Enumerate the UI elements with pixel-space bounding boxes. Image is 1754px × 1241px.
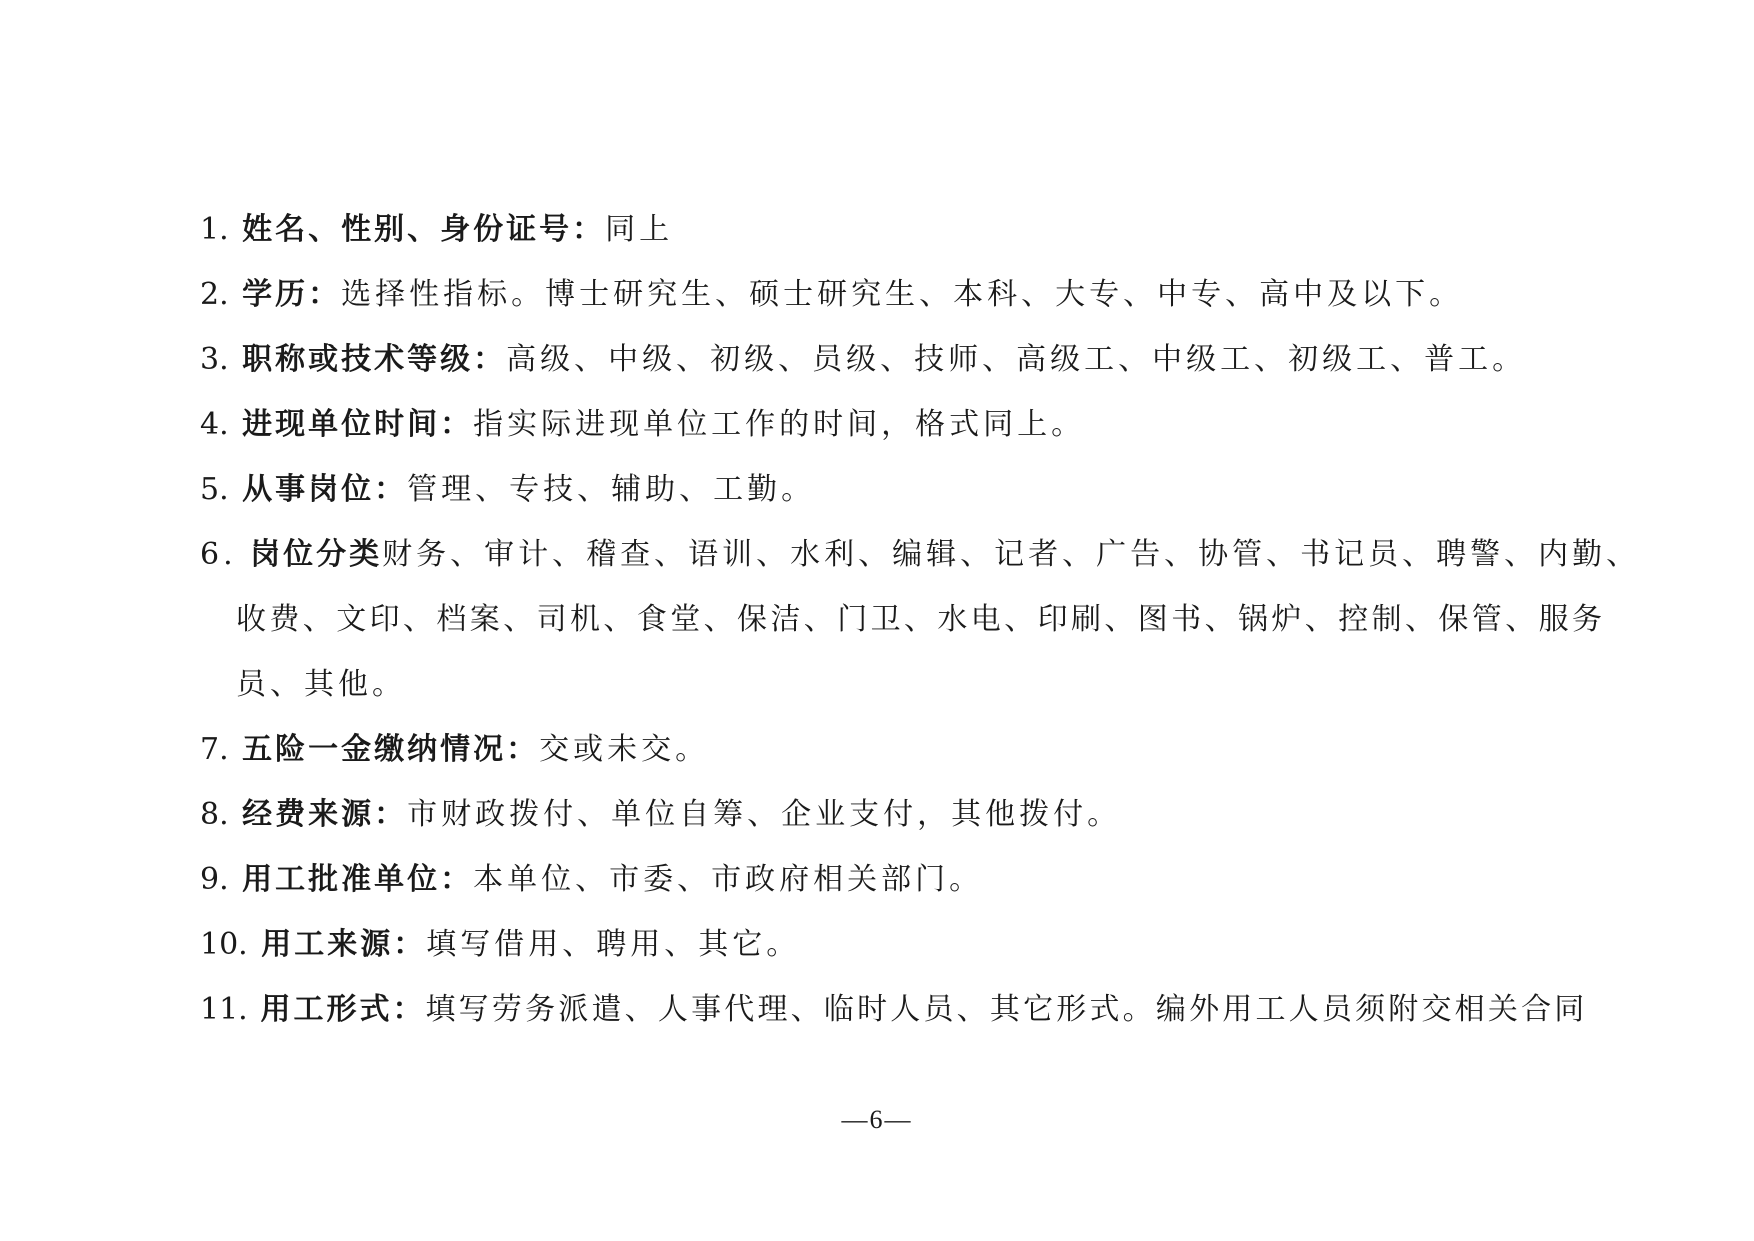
item-text: 填写借用、聘用、其它。 [426,927,801,962]
item-number: 3. [200,342,229,377]
item-number: 5. [200,472,229,507]
item-7 [200,717,1620,782]
item-label: 从事岗位： [242,472,408,507]
item-2 [200,262,1620,327]
item-label: 五险一金缴纳情况： [242,732,540,767]
item-text: 交或未交。 [539,732,710,767]
item-6-line-1 [200,522,1641,587]
item-label: 用工来源： [261,927,427,962]
item-4 [200,392,1620,457]
item-number: 11. [200,992,248,1027]
item-number: 4. [200,407,229,442]
item-8 [200,782,1620,847]
item-label: 用工批准单位： [242,862,474,897]
item-label: 岗位分类 [250,537,383,572]
item-text-line-2: 收费、文印、档案、司机、食堂、保洁、门卫、水电、印刷、图书、锅炉、控制、保管、服务 [236,602,1606,637]
item-6 [200,522,1641,717]
item-3 [200,327,1620,392]
item-number: 1. [200,212,229,247]
item-label: 经费来源： [242,797,408,832]
item-text: 市财政拨付、单位自筹、企业支付，其他拨付。 [407,797,1122,832]
item-text: 选择性指标。博士研究生、硕士研究生、本科、大专、中专、高中及以下。 [341,277,1464,312]
page-number: —6— [841,1105,913,1134]
item-text: 同上 [605,212,674,247]
item-number: 10. [200,927,248,962]
item-label: 学历： [242,277,342,312]
item-11 [200,977,1620,1042]
item-5 [200,457,1620,522]
item-label: 职称或技术等级： [242,342,507,377]
item-number: 2. [200,277,229,312]
item-label: 用工形式： [260,992,426,1027]
item-text: 本单位、市委、市政府相关部门。 [473,862,984,897]
item-text: 指实际进现单位工作的时间，格式同上。 [473,407,1086,442]
item-number: 7. [200,732,229,767]
item-1 [200,197,1620,262]
item-text: 高级、中级、初级、员级、技师、高级工、中级工、初级工、普工。 [506,342,1527,377]
item-label: 进现单位时间： [242,407,474,442]
item-number: 9. [200,862,229,897]
item-text: 填写劳务派遣、人事代理、临时人员、其它形式。编外用工人员须附交相关合同 [425,992,1588,1027]
item-10 [200,912,1620,977]
item-text-line-3: 员、其他。 [236,667,406,702]
item-text: 管理、专技、辅助、工勤。 [407,472,816,507]
item-9 [200,847,1620,912]
item-text-line-1: 财务、审计、稽查、语训、水利、编辑、记者、广告、协管、书记员、聘警、内勤、 [382,537,1641,572]
item-number: 8. [200,797,229,832]
item-number: 6. [200,537,237,572]
item-label: 姓名、性别、身份证号： [242,212,606,247]
